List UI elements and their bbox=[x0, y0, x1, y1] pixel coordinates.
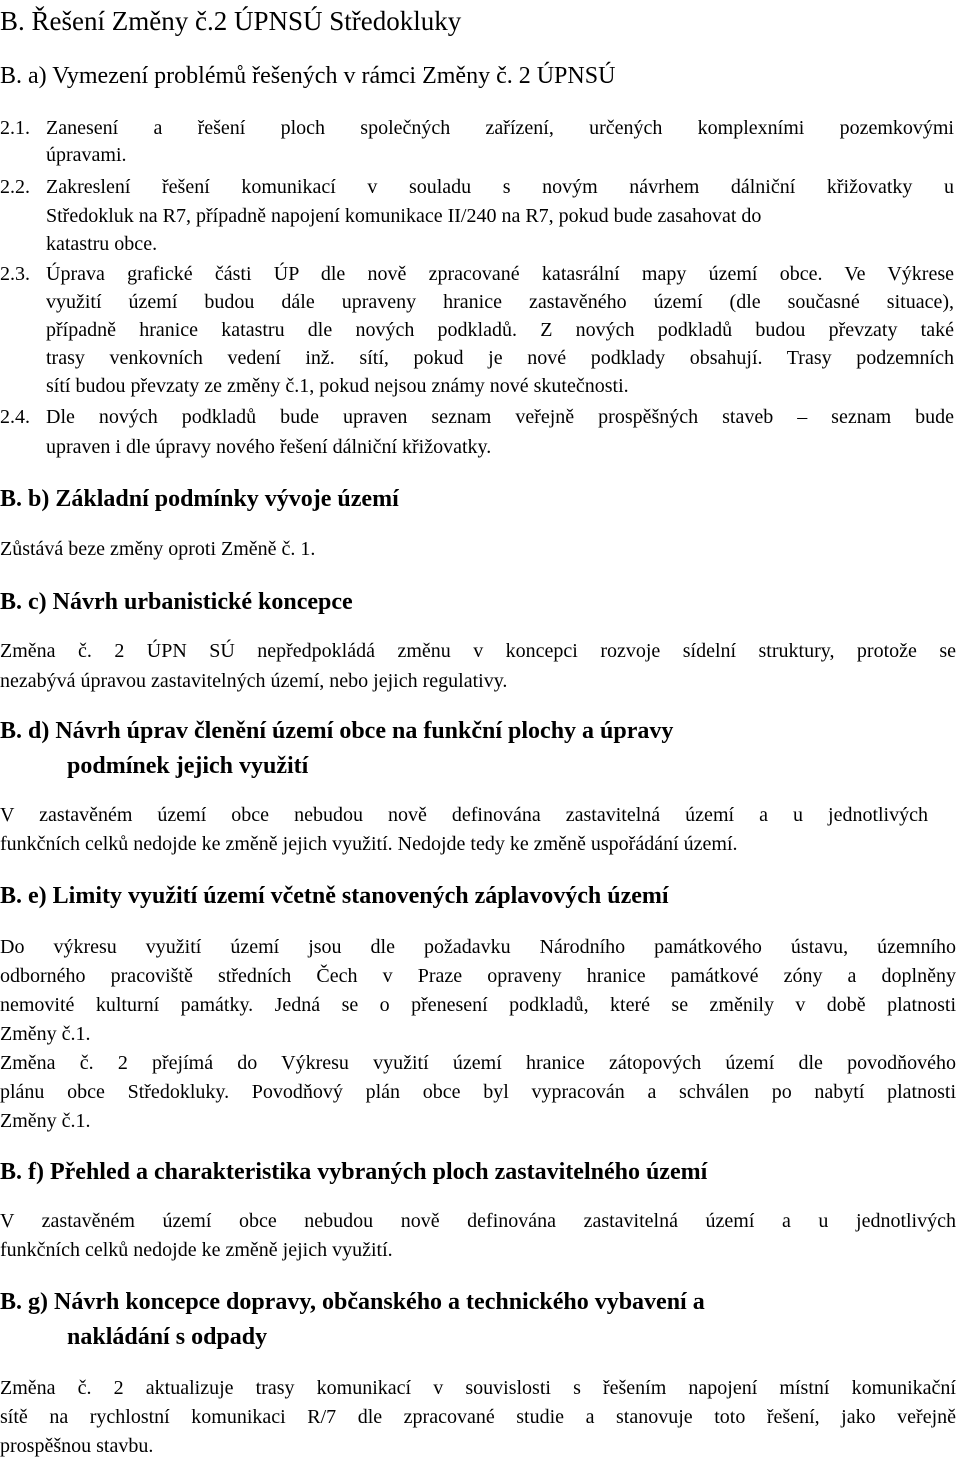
item-text-line: Úprava grafické části ÚP dle nově zpracované katasrální mapy území obce. Ve Výkrese bbox=[46, 263, 954, 285]
item-number: 2.2. bbox=[0, 176, 30, 198]
section-b-text-line: Zůstává beze změny oproti Změně č. 1. bbox=[0, 538, 316, 560]
section-d-heading-cont: podmínek jejich využití bbox=[67, 753, 309, 779]
section-b-heading: B. b) Základní podmínky vývoje území bbox=[0, 486, 399, 512]
section-e-text-line: Změny č.1. bbox=[0, 1023, 91, 1045]
section-c-text-line: Změna č. 2 ÚPN SÚ nepředpokládá změnu v koncepci rozvoje sídelní struktury, protože se bbox=[0, 640, 956, 662]
section-d-text-line: V zastavěném území obce nebudou nově definována zastavitelná území a u jednotlivých bbox=[0, 804, 928, 826]
section-d-heading: B. d) Návrh úprav členění území obce na funkční plochy a úpravy bbox=[0, 718, 674, 744]
section-f-text-line: V zastavěném území obce nebudou nově definována zastavitelná území a u jednotlivých bbox=[0, 1210, 956, 1232]
section-e-text-line: Změny č.1. bbox=[0, 1110, 91, 1132]
item-text-line: úpravami. bbox=[46, 144, 127, 166]
section-e-text-line: Do výkresu využití území jsou dle požadavku Národního památkového ústavu, územního bbox=[0, 936, 956, 958]
section-e-text-line: Změna č. 2 přejímá do Výkresu využití území hranice zátopových území dle povodňového bbox=[0, 1052, 956, 1074]
item-text-line: trasy venkovních vedení inž. sítí, pokud je nové podklady obsahují. Trasy podzemních bbox=[46, 347, 954, 369]
item-text-line: upraven i dle úpravy nového řešení dálniční křižovatky. bbox=[46, 436, 492, 458]
item-number: 2.4. bbox=[0, 406, 30, 428]
section-g-text-line: sítě na rychlostní komunikaci R/7 dle zpracované studie a stanovuje toto řešení, jako veřejně bbox=[0, 1406, 956, 1428]
item-text-line: případně hranice katastru dle nových podkladů. Z nových podkladů budou převzaty také bbox=[46, 319, 954, 341]
section-g-heading: B. g) Návrh koncepce dopravy, občanského a technického vybavení a bbox=[0, 1289, 705, 1315]
section-a-heading: B. a) Vymezení problémů řešených v rámci Změny č. 2 ÚPNSÚ bbox=[0, 63, 616, 89]
section-g-text-line: Změna č. 2 aktualizuje trasy komunikací v souvislosti s řešením napojení místní komunikační bbox=[0, 1377, 956, 1399]
item-number: 2.1. bbox=[0, 117, 30, 139]
section-e-heading: B. e) Limity využití území včetně stanovených záplavových území bbox=[0, 883, 669, 909]
item-text-line: Zanesení a řešení ploch společných zařízení, určených komplexními pozemkovými bbox=[46, 117, 954, 139]
section-e-text-line: plánu obce Středokluky. Povodňový plán obce byl vypracován a schválen po nabytí platnosti bbox=[0, 1081, 956, 1103]
section-g-text-line: prospěšnou stavbu. bbox=[0, 1435, 154, 1457]
section-c-text-line: nezabývá úpravou zastavitelných území, nebo jejich regulativy. bbox=[0, 670, 508, 692]
item-text-line: Zakreslení řešení komunikací v souladu s novým návrhem dálniční křižovatky u bbox=[46, 176, 954, 198]
item-text-line: Středokluk na R7, případně napojení komunikace II/240 na R7, pokud bude zasahovat do bbox=[46, 205, 762, 227]
section-f-heading: B. f) Přehled a charakteristika vybraných ploch zastavitelného území bbox=[0, 1159, 708, 1185]
section-f-text-line: funkčních celků nedojde ke změně jejich využití. bbox=[0, 1239, 393, 1261]
item-number: 2.3. bbox=[0, 263, 30, 285]
item-text-line: sítí budou převzaty ze změny č.1, pokud nejsou známy nové skutečnosti. bbox=[46, 375, 629, 397]
section-e-text-line: odborného pracoviště středních Čech v Praze opraveny hranice památkové zóny a doplněny bbox=[0, 965, 956, 987]
item-text-line: Dle nových podkladů bude upraven seznam veřejně prospěšných staveb – seznam bude bbox=[46, 406, 954, 428]
section-d-text-line: funkčních celků nedojde ke změně jejich využití. Nedojde tedy ke změně uspořádání území. bbox=[0, 833, 738, 855]
section-e-text-line: nemovité kulturní památky. Jedná se o přenesení podkladů, které se změnily v době platnosti bbox=[0, 994, 956, 1016]
document-title: B. Řešení Změny č.2 ÚPNSÚ Středokluky bbox=[0, 6, 462, 36]
item-text-line: katastru obce. bbox=[46, 233, 158, 255]
section-c-heading: B. c) Návrh urbanistické koncepce bbox=[0, 589, 353, 615]
item-text-line: využití území budou dále upraveny hranice zastavěného území (dle současné situace), bbox=[46, 291, 954, 313]
section-g-heading-cont: nakládání s odpady bbox=[67, 1324, 268, 1350]
